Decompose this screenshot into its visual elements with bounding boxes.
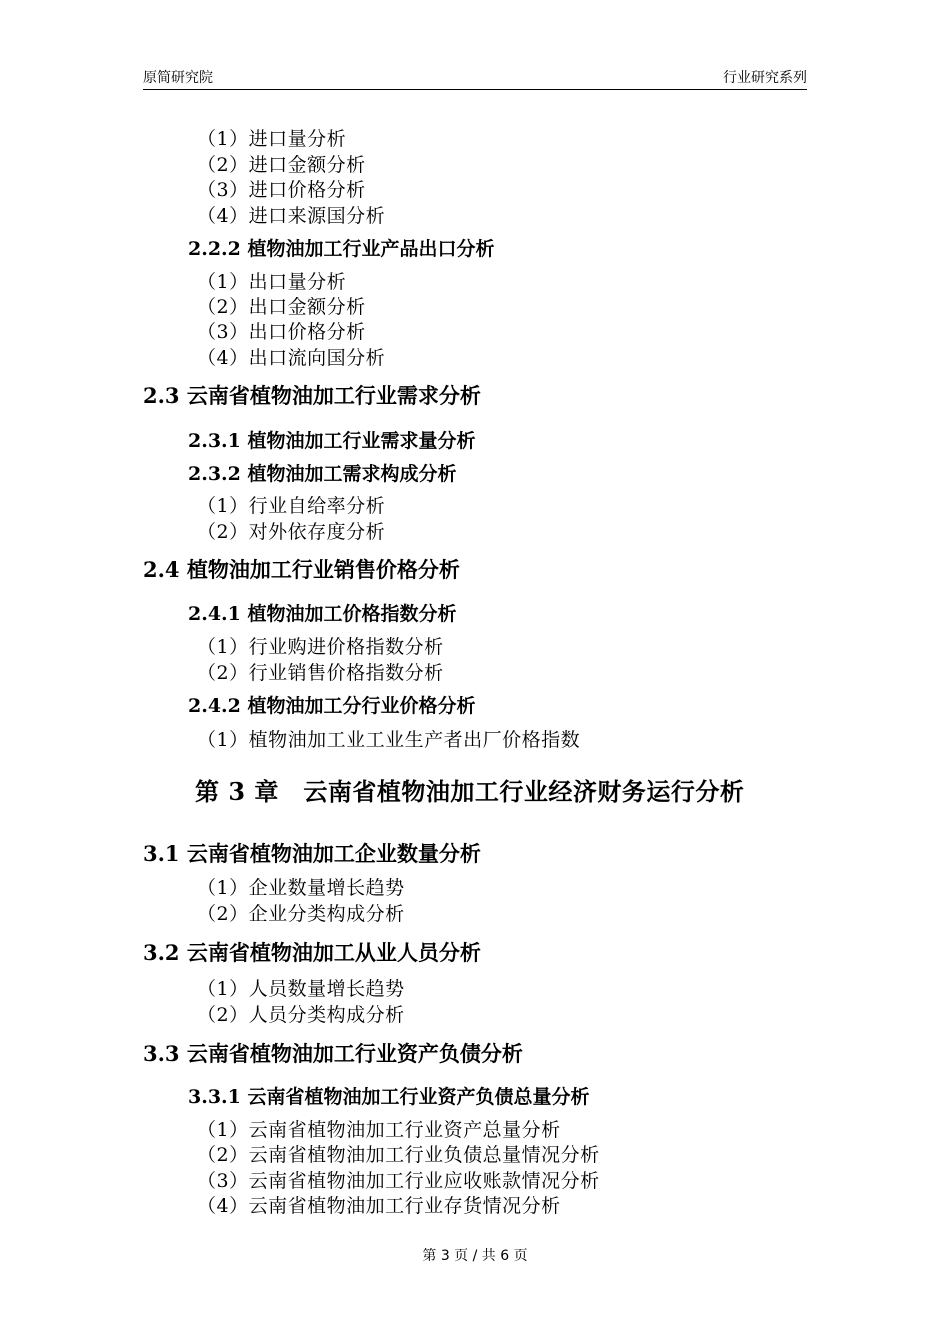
- toc-item: （2）企业分类构成分析: [197, 903, 405, 925]
- header-series-name: 行业研究系列: [723, 70, 807, 86]
- toc-item: （1）进口量分析: [197, 128, 347, 150]
- toc-item: （4）出口流向国分析: [197, 347, 386, 369]
- toc-item: （1）行业自给率分析: [197, 495, 386, 517]
- toc-item: （3）进口价格分析: [197, 179, 366, 201]
- toc-subsection: 2.4.2 植物油加工分行业价格分析: [188, 695, 476, 717]
- toc-section: 3.2 云南省植物油加工从业人员分析: [143, 940, 481, 965]
- toc-item: （1）植物油加工业工业生产者出厂价格指数: [197, 729, 581, 751]
- toc-item: （2）人员分类构成分析: [197, 1004, 405, 1026]
- toc-item: （4）进口来源国分析: [197, 205, 386, 227]
- toc-item: （1）云南省植物油加工行业资产总量分析: [197, 1119, 561, 1141]
- header-org-name: 原简研究院: [143, 70, 213, 86]
- toc-item: （1）行业购进价格指数分析: [197, 636, 444, 658]
- toc-item: （2）对外依存度分析: [197, 521, 386, 543]
- toc-item: （2）云南省植物油加工行业负债总量情况分析: [197, 1144, 600, 1166]
- toc-section: 3.3 云南省植物油加工行业资产负债分析: [143, 1041, 523, 1066]
- toc-item: （2）行业销售价格指数分析: [197, 662, 444, 684]
- toc-item: （1）人员数量增长趋势: [197, 978, 405, 1000]
- toc-chapter-heading: 第 3 章 云南省植物油加工行业经济财务运行分析: [195, 777, 745, 806]
- toc-section: 3.1 云南省植物油加工企业数量分析: [143, 841, 481, 866]
- toc-subsection: 2.3.2 植物油加工需求构成分析: [188, 463, 457, 485]
- toc-section: 2.3 云南省植物油加工行业需求分析: [143, 383, 481, 408]
- toc-item: （3）云南省植物油加工行业应收账款情况分析: [197, 1170, 600, 1192]
- toc-subsection: 2.2.2 植物油加工行业产品出口分析: [188, 238, 495, 260]
- toc-item: （2）出口金额分析: [197, 296, 366, 318]
- toc-section: 2.4 植物油加工行业销售价格分析: [143, 557, 460, 582]
- page-number: 第 3 页 / 共 6 页: [422, 1248, 528, 1264]
- toc-item: （2）进口金额分析: [197, 154, 366, 176]
- toc-subsection: 3.3.1 云南省植物油加工行业资产负债总量分析: [188, 1086, 590, 1108]
- toc-subsection: 2.3.1 植物油加工行业需求量分析: [188, 430, 476, 452]
- toc-item: （1）出口量分析: [197, 271, 347, 293]
- toc-item: （3）出口价格分析: [197, 321, 366, 343]
- toc-subsection: 2.4.1 植物油加工价格指数分析: [188, 603, 457, 625]
- toc-item: （4）云南省植物油加工行业存货情况分析: [197, 1195, 561, 1217]
- toc-item: （1）企业数量增长趋势: [197, 877, 405, 899]
